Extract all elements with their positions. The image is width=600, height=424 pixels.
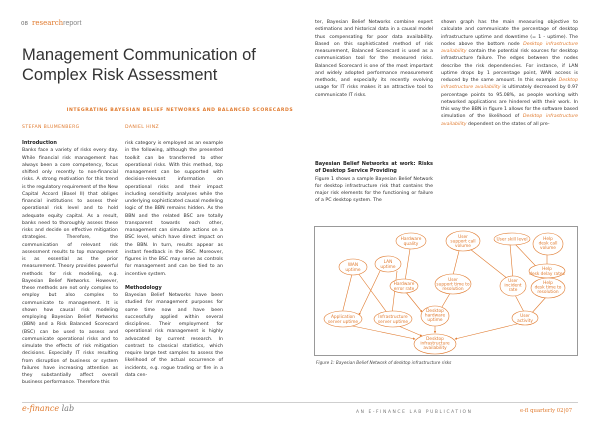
node-application-server-uptime-l2: server uptime: [327, 320, 359, 325]
logo-e: e: [22, 404, 27, 413]
node-user-support-time-l1: User: [448, 278, 458, 283]
node-user-support-time-l2: support time to: [436, 282, 470, 288]
node-wan-uptime-l1: WAN: [347, 263, 359, 268]
node-user-support-time-l3: resolution: [442, 287, 464, 292]
article-subtitle: INTEGRATING BAYESIAN BELIEF NETWORKS AND BALANCED SCORECARDS: [66, 108, 294, 113]
heading-methodology: Methodology: [125, 284, 162, 291]
node-user-activity-l1: User: [520, 314, 530, 319]
node-help-desk-time-l2: desk time to: [534, 285, 562, 291]
node-desktop-hardware-uptime-l1: Desktop: [426, 309, 444, 314]
node-user-support-volume-l1: User: [458, 235, 468, 240]
logo-finance: -finance: [26, 404, 60, 413]
node-user-activity-l2: activity: [517, 319, 533, 324]
paragraph-bbn-bsc: ter, Bayesian Belief Networks combine expert estimations and historical data in a causal model thus compensating for poor data availability. Based on this sophisticated method of risk measurement, Balanced Scorecard is used as a communication tool for the measured risks. Balanced Scorecard is one of the most important and widely adopted performance measurement methods, and especially its recently evolving usage for IT risks makes it an attractive tool to communicate IT risks.: [315, 20, 433, 98]
section-main: research: [32, 19, 64, 27]
node-hardware-error-rate-l1: Hardware: [393, 282, 415, 287]
paragraph-risk-category: risk category is employed as an example in the following, although the presented toolkit can be transferred to other operational risks. With this method, top management can be supported with decision-relevant information on operational risks and their impact including sensitivity analyses while the underlying sophisticated causal modeling logic of the BBN remains hidden. As the BBN and the related BSC are totally transparent towards each other, management can simulate actions on a BSC level, which have direct impact on the BBN. In turn, results appear as instant feedback in the BSC. Moreover, figures in the BSC may serve as controls for management and can be tied to an incentive system.: [125, 141, 223, 277]
column-1: [22, 140, 118, 387]
node-help-desk-delay-rates-l2: desk delay rates: [529, 272, 565, 277]
node-user-incident-rate-l1: User: [508, 279, 518, 284]
node-lan-uptime-l2: uptime: [380, 265, 396, 270]
page-number: 08: [21, 21, 28, 27]
node-help-desk-call-volume-l2: desk call: [538, 241, 558, 247]
section-label: [32, 19, 81, 27]
paragraph-figure-intro: Figure 1 shows a sample Bayesian Belief Network for desktop infrastructure risk that contains the major risk elements for the functioning or failure of a PC desktop system. The: [315, 176, 433, 204]
footer-issue: e-fl quarterly 02|07: [520, 408, 573, 414]
node-desktop-hardware-uptime-l2: hardware: [424, 313, 446, 319]
node-desktop-infra-availability-l3: availability: [423, 346, 447, 351]
paragraph-graph-explanation: shown graph has the main measuring objective to calculate and communicate the percentage of desktop infrastructure uptime and downtime (= 1 - uptime). The nodes above the bottom node Desktop infrastructure availability contain the potential risk sources for desktop infrastructure failure. The edges between the nodes describe the risk dependencies. For instance, if LAN uptime drops by 1 percentage point, WAN access is reduced by the same amount. In this example Desktop infrastructure availability is ultimately decreased by 0.97 percentage points to 95.08%, as people working with networked applications are hindered with their work. In this way the BBN in figure 1 allows for the software based simulation of the likelihood of Desktop infrastructure availability dependent on the states of all pre-: [441, 20, 579, 127]
node-infrastructure-server-uptime-l1: Infrastructure: [378, 315, 408, 320]
paragraph-methodology: Bayesian Belief Networks have been studied for management purposes for some time now and have been successfully applied within several disciplines. Their employment for operational risk management is highly advocated by current research. In contrast to classical statistics, which require large test samples to assess the likelihood of the actual occurrence of incidents, e.g. rogue trading or fire in a data cen-: [125, 293, 223, 378]
author-2: DANIEL HINZ: [125, 125, 160, 130]
node-application-server-uptime-l1: Application: [330, 315, 356, 320]
node-hardware-quality-l1: Hardware: [400, 237, 422, 242]
node-help-desk-call-volume-l1: Help: [543, 237, 553, 242]
logo-lab: lab: [61, 404, 75, 413]
node-help-desk-time-l3: resolution: [537, 290, 559, 295]
footer-logo: [22, 404, 74, 413]
column-3-bottom: [315, 161, 433, 205]
node-hardware-error-rate-l2: error rate: [393, 287, 415, 292]
footer-divider: [22, 402, 578, 403]
section-sub: report: [63, 20, 82, 27]
node-user-support-volume-l2: support call: [450, 239, 476, 245]
title-line-2: Complex Risk Assessment: [22, 66, 218, 84]
author-1: STEFAN BLUMENBERG: [22, 125, 80, 130]
node-user-incident-rate-l2: incident: [504, 283, 522, 289]
node-desktop-infra-availability-l2: infrastructure: [420, 341, 450, 347]
column-4: [441, 19, 578, 128]
column-2: [125, 140, 223, 379]
column-3-top: [315, 19, 433, 99]
node-desktop-infra-availability-l1: Desktop: [426, 337, 444, 342]
node-help-desk-call-volume-l3: volume: [540, 246, 556, 251]
footer-publication: AN E-FINANCE LAB PUBLICATION: [356, 410, 473, 415]
node-desktop-hardware-uptime-l3: uptime: [427, 318, 443, 323]
node-help-desk-time-l1: Help: [543, 281, 553, 286]
node-lan-uptime-l1: LAN: [383, 260, 393, 265]
paragraph-introduction: Banks face a variety of risks every day. While financial risk management has always been a core competency, focus shifted only recently to non-financial risks. A strong motivation for this trend is the regulatory requirement of the New Capital Accord (Basel II) that obliges financial institutions to assess their operational risk level and to hold adequate equity capital. As a result, banks need to thoroughly assess these risks and decide on effective mitigation strategies. Therefore, the communication of relevant risk assessment results to top management is as essential as the prior measurement. Theory provides powerful methods for risk modeling, e.g. Bayesian Belief Networks. However, these methods are not only complex to employ but also complex to communicate to management. It is shown how causal risk modeling employing Bayesian Belief Networks (BBN) and a Risk Balanced Scorecard (BSC) can be used to assess and communicate operational risks and to simulate the effects of risk mitigation decisions. Especially IT risks resulting from disruption of business or system failures have increasing attention as they substantially affect overall business performance. Therefore this: [22, 148, 118, 386]
article-title: [22, 45, 322, 85]
bbn-diagram: [314, 226, 578, 356]
node-infrastructure-server-uptime-l2: server uptime: [377, 320, 409, 325]
heading-introduction: Introduction: [22, 140, 57, 146]
node-user-support-volume-l3: volume: [455, 244, 471, 249]
node-hardware-quality-l2: quality: [403, 242, 419, 247]
node-user-incident-rate-l3: rate: [508, 288, 518, 293]
node-user-skill-level-l1: User skill level: [496, 237, 528, 243]
node-help-desk-delay-rates-l1: Help: [542, 267, 552, 272]
heading-bbn-at-work: Bayesian Belief Networks at work: Risks of Desktop Service Providing: [315, 161, 433, 175]
title-line-1: Management Communication of: [22, 46, 256, 64]
figure-caption: Figure 1: Bayesian Belief Network of desktop infrastructure risks: [316, 360, 452, 365]
node-wan-uptime-l2: uptime: [345, 268, 361, 273]
